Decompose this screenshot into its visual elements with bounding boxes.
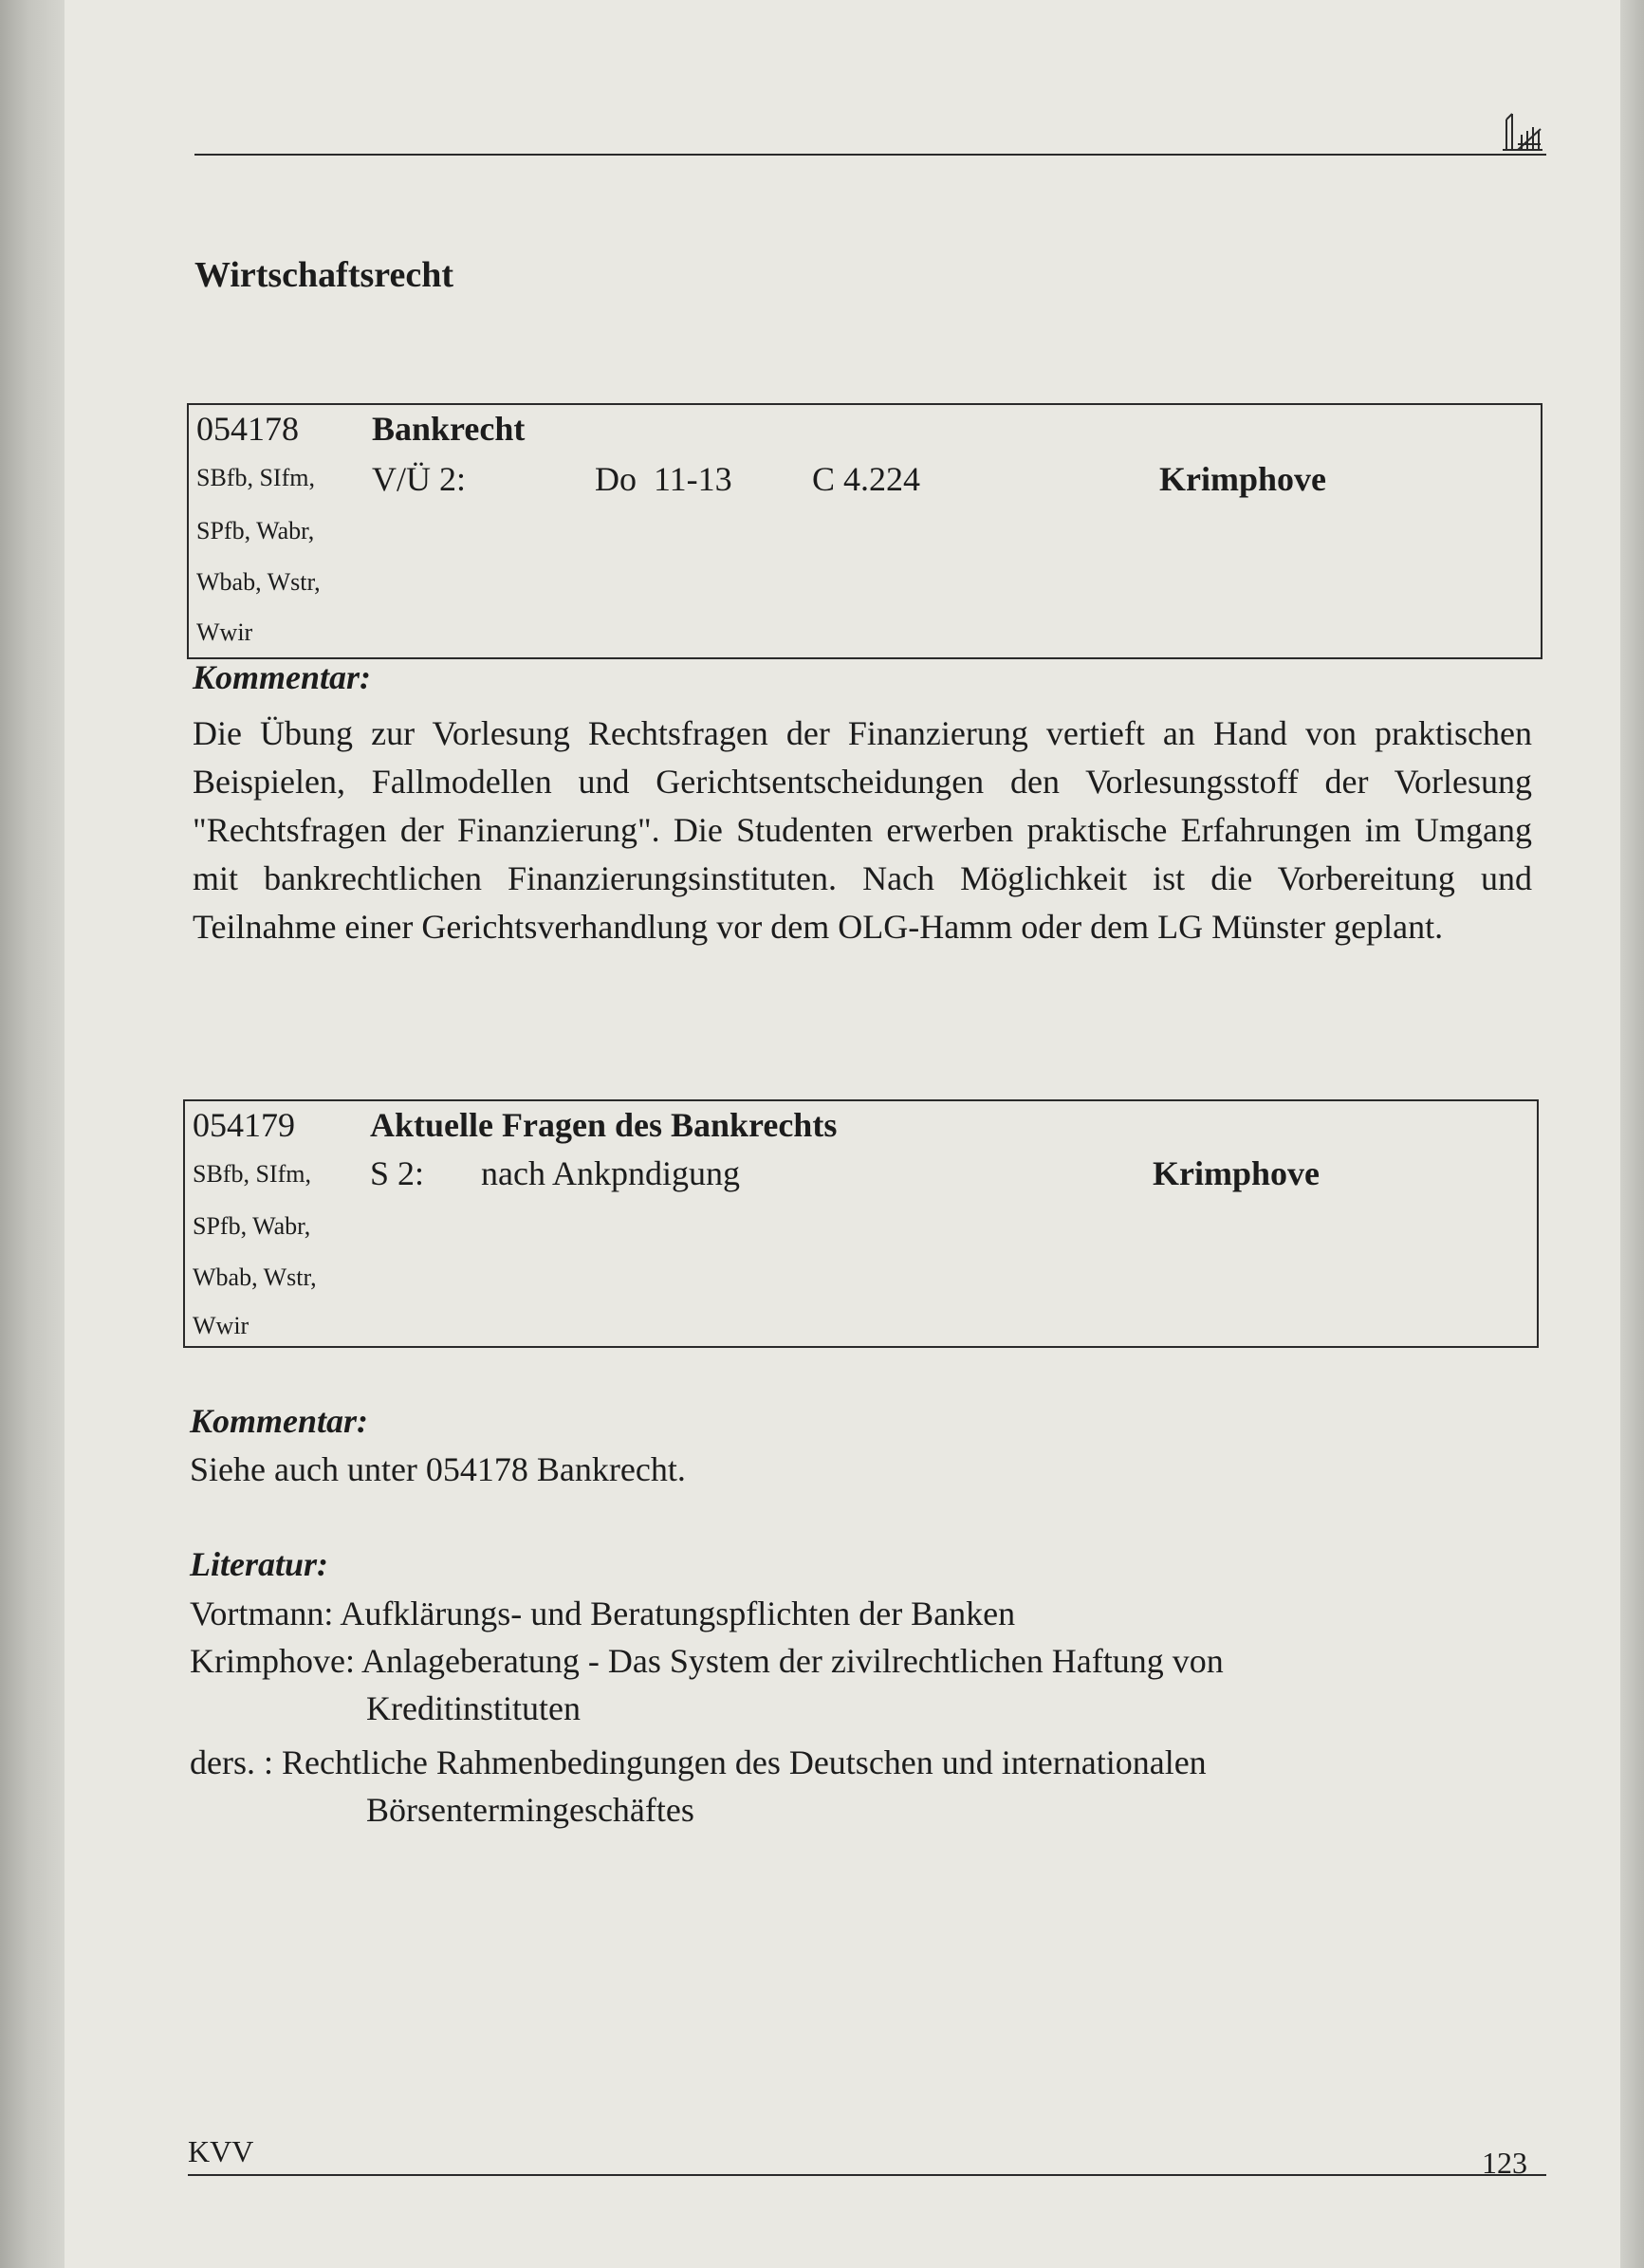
course-time: nach Ankpndigung [481, 1154, 740, 1192]
program-line: SBfb, SIfm, [196, 464, 315, 491]
comment-label: Kommentar: [190, 1402, 369, 1440]
course-time: Do 11-13 [595, 460, 732, 498]
program-line: SPfb, Wabr, [193, 1212, 311, 1240]
course-box-054178 [187, 403, 1542, 659]
page-edge [1620, 0, 1644, 2268]
university-logo-icon [1499, 106, 1546, 154]
literature-entry: Krimphove: Anlageberatung - Das System der zivilrechtlichen Haftung von [190, 1642, 1224, 1680]
course-title: Aktuelle Fragen des Bankrechts [370, 1106, 838, 1144]
footer-rule [188, 2174, 1546, 2176]
program-line: SPfb, Wabr, [196, 517, 315, 544]
course-lecturer: Krimphove [1159, 460, 1326, 498]
literature-entry: Vortmann: Aufklärungs- und Beratungspflichten der Banken [190, 1595, 1016, 1632]
footer-label: KVV [188, 2134, 254, 2168]
comment-label: Kommentar: [193, 658, 372, 696]
program-line: Wbab, Wstr, [193, 1263, 317, 1291]
literature-entry-continuation: Kreditinstituten [366, 1689, 581, 1727]
program-line: Wwir [196, 618, 253, 646]
program-line: Wwir [193, 1312, 249, 1339]
comment-text: Die Übung zur Vorlesung Rechtsfragen der Finanzierung vertieft an Hand von praktischen Beispielen, Fallmodellen und Gerichtsentscheidungen den Vorlesungsstoff der Vorlesung "Rechtsfragen der Finanzierung". Die Studenten erwerben praktische Erfahrungen im Umgang mit bankrechtlichen Finanzierungsinstituten. Nach Möglichkeit ist die Vorbereitung und Teilnahme einer Gerichtsverhandlung vor dem OLG-Hamm oder dem LG Münster geplant. [193, 714, 1532, 946]
course-room: C 4.224 [812, 460, 921, 498]
course-number: 054179 [193, 1106, 295, 1144]
course-lecturer: Krimphove [1153, 1154, 1320, 1192]
course-number: 054178 [196, 410, 299, 448]
course-title: Bankrecht [372, 410, 526, 448]
course-type: V/Ü 2: [372, 460, 466, 498]
header-rule [194, 154, 1546, 156]
literature-label: Literatur: [190, 1545, 329, 1583]
section-title: Wirtschaftsrecht [194, 255, 453, 295]
program-line: SBfb, SIfm, [193, 1160, 311, 1188]
page-number: 123 [1482, 2146, 1527, 2180]
course-type: S 2: [370, 1154, 425, 1192]
literature-entry: ders. : Rechtliche Rahmenbedingungen des Deutschen und internationalen [190, 1743, 1207, 1781]
program-line: Wbab, Wstr, [196, 568, 321, 596]
course-box-054179 [183, 1099, 1539, 1348]
literature-entry-continuation: Börsentermingeschäftes [366, 1791, 694, 1829]
book-spine-shadow [0, 0, 65, 2268]
comment-text: Siehe auch unter 054178 Bankrecht. [190, 1450, 686, 1488]
